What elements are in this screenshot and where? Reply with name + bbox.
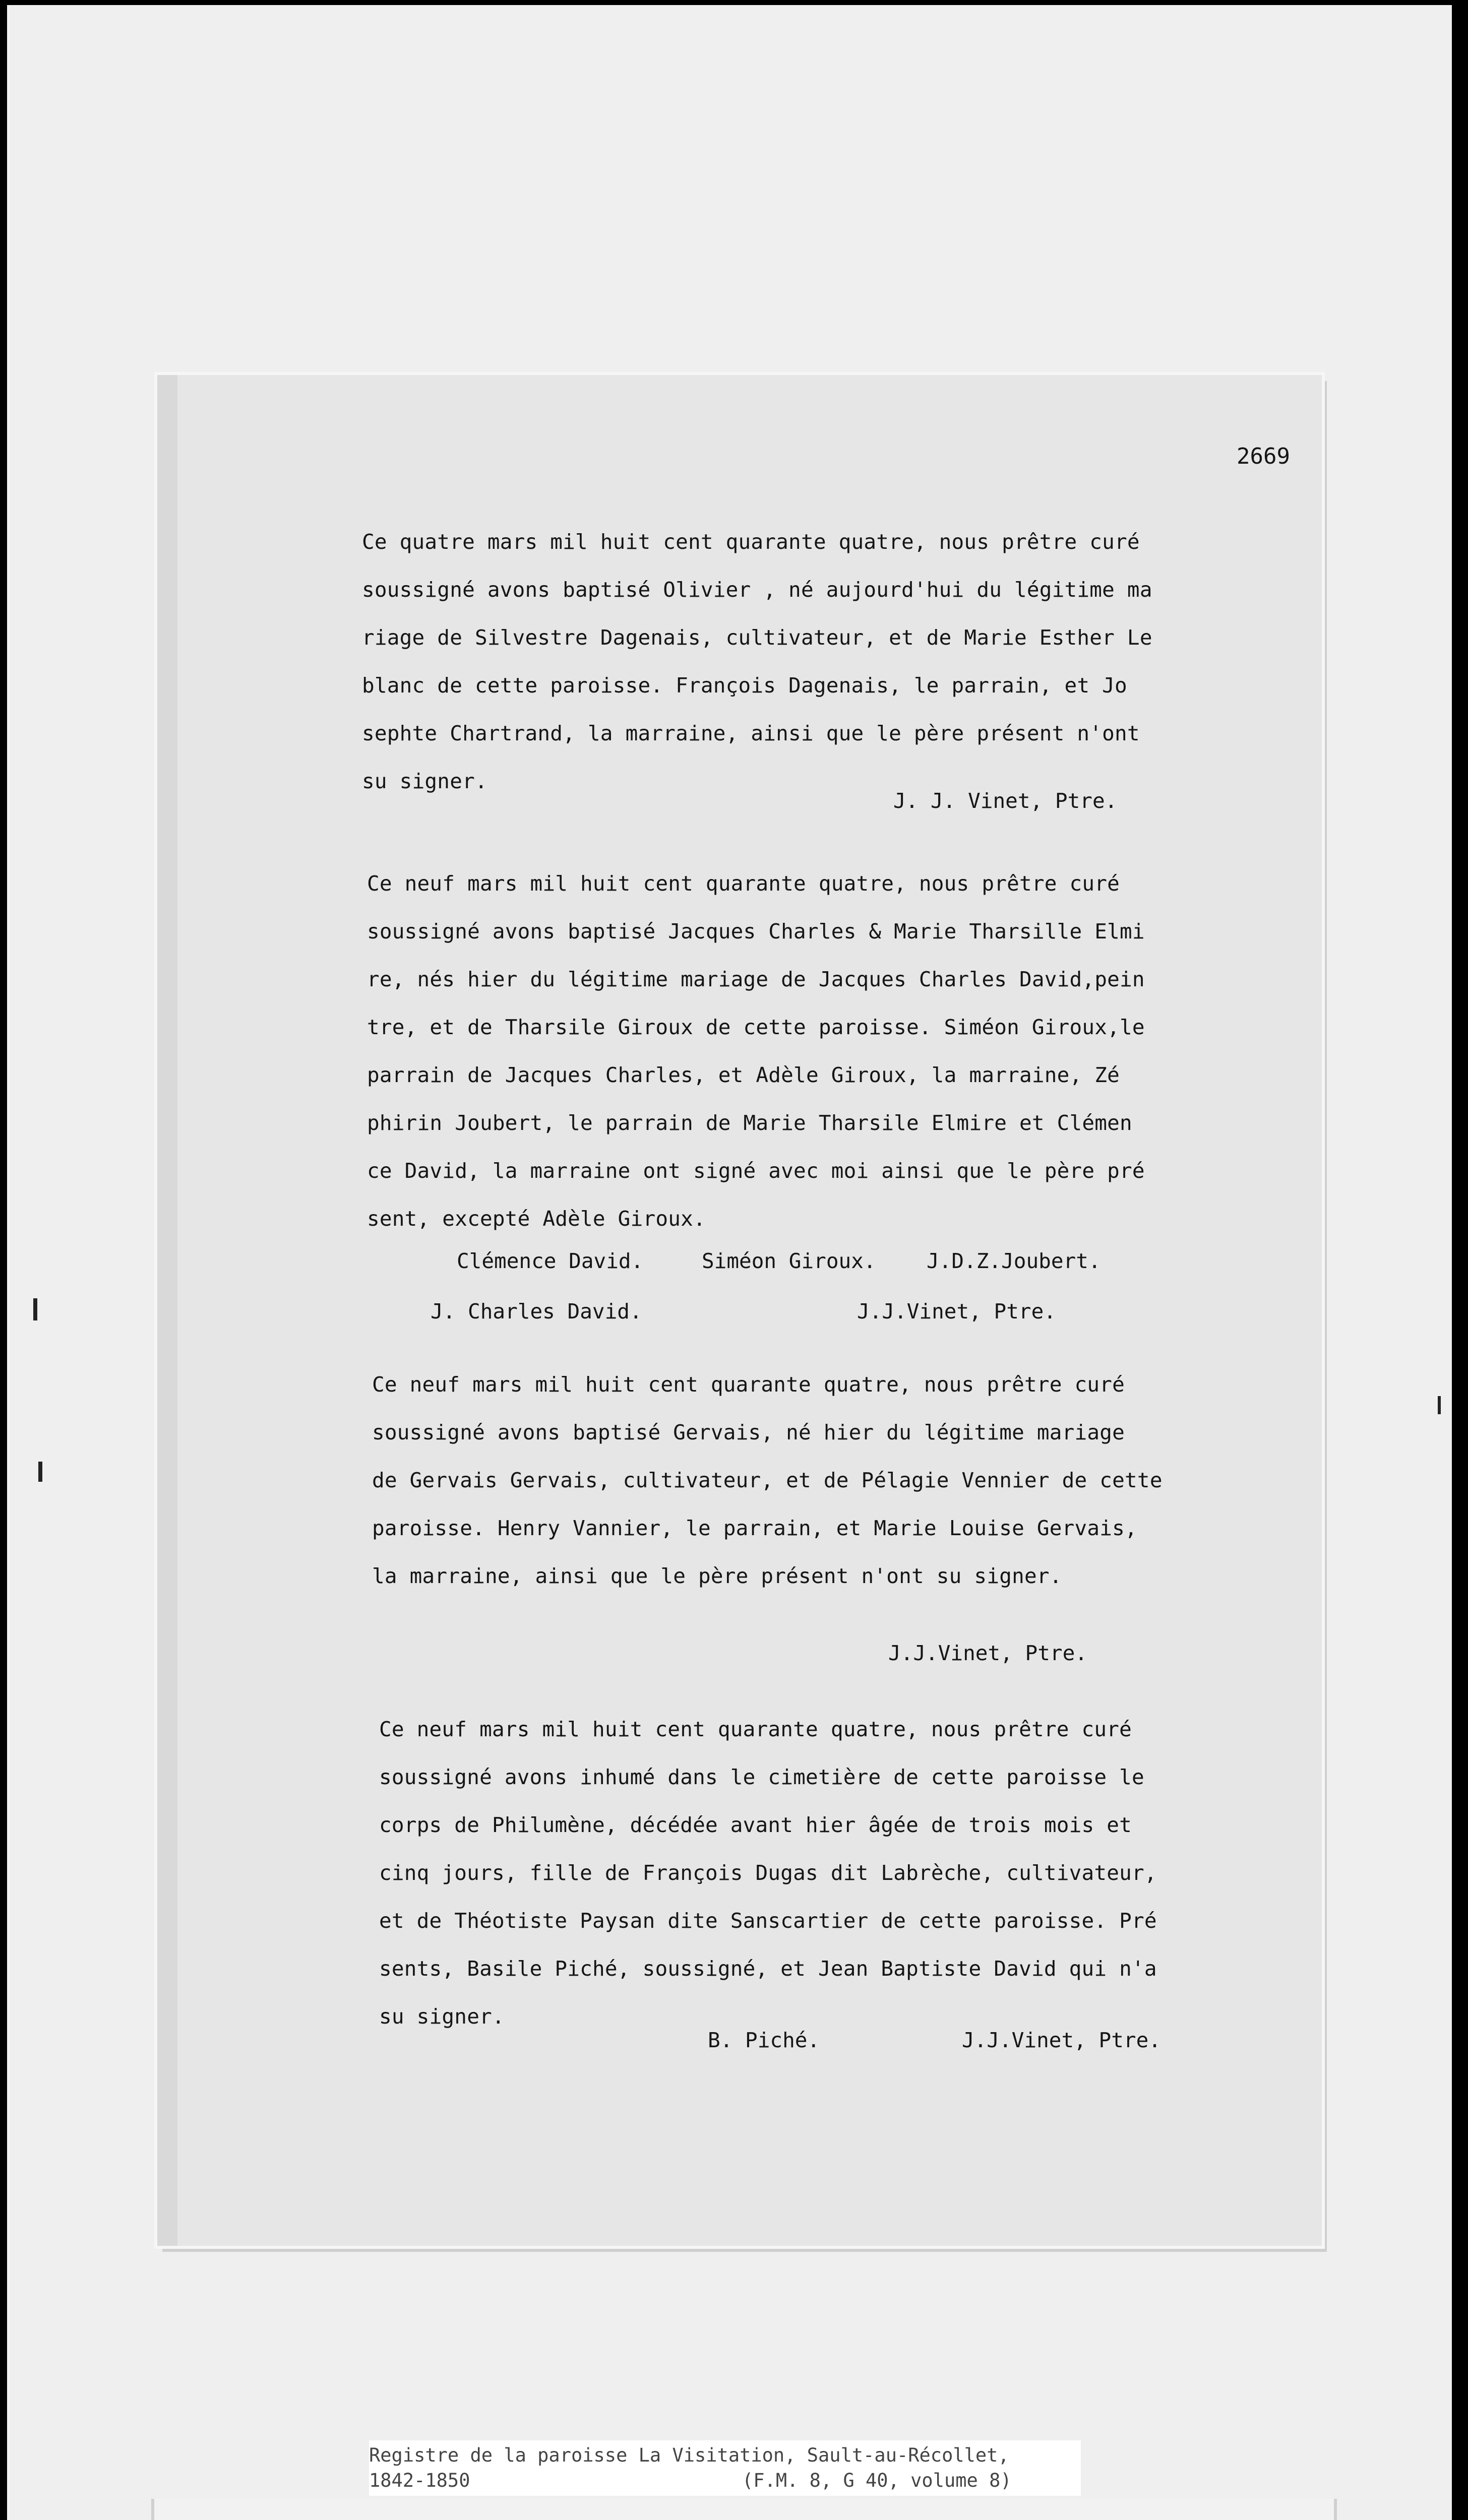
record-line: riage de Silvestre Dagenais, cultivateur, et de Marie Esther Le: [362, 625, 1152, 650]
page-edge: [157, 375, 177, 2246]
record-line: Ce quatre mars mil huit cent quarante quatre, nous prêtre curé: [362, 530, 1140, 554]
witness-signature: B. Piché.: [708, 2028, 820, 2052]
record-line: sephte Chartrand, la marraine, ainsi que le père présent n'ont: [362, 721, 1140, 745]
priest-signature: J.J.Vinet, Ptre.: [857, 1299, 1056, 1324]
citation-title: Registre de la paroisse La Visitation, Sault-au-Récollet,: [369, 2444, 1009, 2466]
record-line: paroisse. Henry Vannier, le parrain, et Marie Louise Gervais,: [372, 1516, 1137, 1540]
record-line: la marraine, ainsi que le père présent n'ont su signer.: [372, 1564, 1062, 1588]
record-3-text: [372, 1361, 1431, 1600]
citation-years: 1842-1850: [369, 2470, 470, 2491]
witness-signature: J.D.Z.Joubert.: [927, 1249, 1101, 1273]
record-line: blanc de cette paroisse. François Dagenais, le parrain, et Jo: [362, 673, 1127, 698]
record-line: ce David, la marraine ont signé avec moi ainsi que le père pré: [367, 1159, 1145, 1183]
page-number: 2669: [1237, 444, 1290, 469]
record-line: Ce neuf mars mil huit cent quarante quatre, nous prêtre curé: [379, 1717, 1132, 1741]
priest-signature: J.J.Vinet, Ptre.: [962, 2028, 1161, 2052]
citation-reference: (F.M. 8, G 40, volume 8): [742, 2470, 1012, 2491]
witness-signature: Siméon Giroux.: [702, 1249, 876, 1273]
record-line: re, nés hier du légitime mariage de Jacques Charles David,pein: [367, 967, 1145, 991]
archive-citation-label: [369, 2440, 1081, 2496]
record-line: phirin Joubert, le parrain de Marie Tharsile Elmire et Clémen: [367, 1111, 1132, 1135]
witness-signature: J. Charles David.: [431, 1299, 642, 1324]
record-line: soussigné avons baptisé Gervais, né hier du légitime mariage: [372, 1420, 1125, 1444]
record-line: su signer.: [362, 769, 487, 793]
film-scratch-mark: [38, 1462, 42, 1482]
record-line: de Gervais Gervais, cultivateur, et de Pélagie Vennier de cette: [372, 1468, 1163, 1492]
witness-signature: Clémence David.: [457, 1249, 644, 1273]
record-line: soussigné avons baptisé Olivier , né aujourd'hui du légitime ma: [362, 578, 1152, 602]
record-line: Ce neuf mars mil huit cent quarante quatre, nous prêtre curé: [372, 1372, 1125, 1397]
film-scratch-mark: [33, 1298, 37, 1320]
record-line: soussigné avons baptisé Jacques Charles & Marie Tharsille Elmi: [367, 919, 1145, 943]
record-4-text: [379, 1706, 1438, 2041]
record-1-text: [362, 518, 1421, 805]
film-scratch-mark: [1438, 1396, 1441, 1414]
record-line: tre, et de Tharsile Giroux de cette paroisse. Siméon Giroux,le: [367, 1015, 1145, 1039]
record-2-text: [367, 860, 1426, 1243]
priest-signature: J.J.Vinet, Ptre.: [888, 1641, 1087, 1665]
record-line: Ce neuf mars mil huit cent quarante quatre, nous prêtre curé: [367, 871, 1120, 896]
record-line: cinq jours, fille de François Dugas dit Labrèche, cultivateur,: [379, 1861, 1157, 1885]
record-line: su signer.: [379, 2004, 505, 2029]
record-line: sents, Basile Piché, soussigné, et Jean Baptiste David qui n'a: [379, 1957, 1157, 1981]
record-line: et de Théotiste Paysan dite Sanscartier de cette paroisse. Pré: [379, 1909, 1157, 1933]
record-1-signature: J. J. Vinet, Ptre.: [893, 789, 1118, 813]
archives-stamp-card: [151, 2499, 1337, 2520]
record-line: parrain de Jacques Charles, et Adèle Giroux, la marraine, Zé: [367, 1063, 1120, 1087]
record-line: corps de Philumène, décédée avant hier âgée de trois mois et: [379, 1813, 1132, 1837]
record-line: soussigné avons inhumé dans le cimetière de cette paroisse le: [379, 1765, 1144, 1789]
record-line: sent, excepté Adèle Giroux.: [367, 1207, 706, 1231]
